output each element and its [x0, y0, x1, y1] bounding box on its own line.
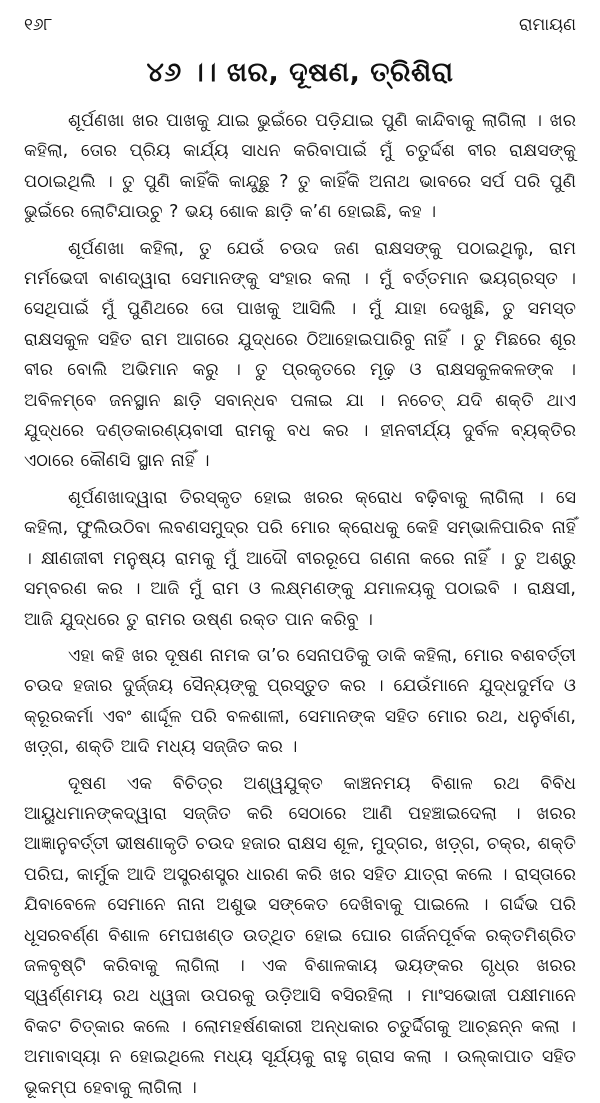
book-title: ରାମାୟଣ: [519, 15, 576, 35]
paragraph-3: ଶୂର୍ପଣଖାଦ୍ୱାରା ତିରସ୍କୃତ ହୋଇ ଖରର କ୍ରୋଧ ବଢ଼ିବାକୁ ଲାଗିଲା । ସେ କହିଲା, ଫୁଲିଉଠିବା ଲବଣସମୁଦ୍ର ପରି ମୋର କ୍ରୋଧକୁ କେହି ସମ୍ଭାଳିପାରିବ ନାହିଁ । କ୍ଷୀଣଜୀବୀ ମନୁଷ୍ୟ ରାମକୁ ମୁଁ ଆଦୌ ବୀରରୂପେ ଗଣନା କରେ ନାହିଁ । ତୁ ଅଶ୍ରୁ ସମ୍ବରଣ କର । ଆଜି ମୁଁ ରାମ ଓ ଲକ୍ଷ୍ମଣଙ୍କୁ ଯମାଳୟକୁ ପଠାଇବି । ରାକ୍ଷସୀ, ଆଜି ଯୁଦ୍ଧରେ ତୁ ରାମର ଉଷ୍ଣ ରକ୍ତ ପାନ କରିବୁ ।: [24, 487, 576, 630]
paragraph-4: ଏହା କହି ଖର ଦୂଷଣ ନାମକ ତା’ର ସେନାପତିକୁ ଡାକି କହିଲା, ମୋର ବଶବର୍ତ୍ତୀ ଚଉଦ ହଜାର ଦୁର୍ଜ୍ଜୟ ସୈନ୍ୟଙ୍କୁ ପ୍ରସ୍ତୁତ କର । ଯେଉଁମାନେ ଯୁଦ୍ଧଦୁର୍ମଦ ଓ କ୍ରୂରକର୍ମା ଏବଂ ଶାର୍ଦ୍ଦୂଳ ପରି ବଳଶାଳୀ, ସେମାନଙ୍କ ସହିତ ମୋର ରଥ, ଧନୁର୍ବାଣ, ଖଡ଼୍ଗ, ଶକ୍ତି ଆଦି ମଧ୍ୟ ସଜ୍ଜିତ କର ।: [24, 645, 576, 758]
page-number: ୧୬୮: [24, 15, 53, 35]
chapter-title: ୪୬ ।। ଖର, ଦୂଷଣ, ତ୍ରିଶିରା: [146, 57, 454, 88]
paragraph-1: ଶୂର୍ପଣଖା ଖର ପାଖକୁ ଯାଇ ଭୁଇଁରେ ପଡ଼ିଯାଇ ପୁଣି କାନ୍ଦିବାକୁ ଲାଗିଲା । ଖର କହିଲା, ତୋର ପ୍ରିୟ କାର୍ଯ୍ୟ ସାଧନ କରିବାପାଇଁ ମୁଁ ଚତୁର୍ଦ୍ଦଶ ବୀର ରାକ୍ଷସଙ୍କୁ ପଠାଇଥିଲି । ତୁ ପୁଣି କାହିଁକି କାନ୍ଦୁଛୁ ? ତୁ କାହିଁକି ଅନାଥ ଭାବରେ ସର୍ପ ପରି ପୁଣି ଭୁଇଁରେ ଲୋଟିଯାଉଚୁ ? ଭୟ ଶୋକ ଛାଡ଼ି କ’ଣ ହୋଇଛି, କହ ।: [24, 111, 576, 223]
paragraph-5: ଦୂଷଣ ଏକ ବିଚିତ୍ର ଅଶ୍ୱଯୁକ୍ତ କାଞ୍ଚନମୟ ବିଶାଳ ରଥ ବିବିଧ ଆୟୁଧମାନଙ୍କଦ୍ୱାରା ସଜ୍ଜିତ କରି ସେଠାରେ ଆଣି ପହଞ୍ଚାଇଦେଲା । ଖରର ଆଜ୍ଞାନୁବର୍ତ୍ତୀ ଭୀଷଣାକୃତି ଚଉଦ ହଜାର ରାକ୍ଷସ ଶୂଳ, ମୁଦ୍‌ଗର, ଖଡ଼୍ଗ, ଚକ୍ର, ଶକ୍ତି ପରିଘ, କାର୍ମୁକ ଆଦି ଅସ୍ତ୍ରଶସ୍ତ୍ର ଧାରଣ କରି ଖର ସହିତ ଯାତ୍ରା କଲେ । ରାସ୍ତାରେ ଯିବାବେଳେ ସେମାନେ ନାନା ଅଶୁଭ ସଙ୍କେତ ଦେଖିବାକୁ ପାଇଲେ । ଗର୍ଦ୍ଦଭ ପରି ଧୂସରବର୍ଣ୍ଣ ବିଶାଳ ମେଘଖଣ୍ଡ ଉତ୍‌ଥିତ ହୋଇ ଘୋର ଗର୍ଜନପୂର୍ବକ ରକ୍ତମିଶ୍ରିତ ଜଳବୃଷ୍ଟି କରିବାକୁ ଲାଗିଲା । ଏକ ବିଶାଳକାୟ ଭୟଙ୍କର ଗୃଧ୍ର ଖରର ସ୍ୱର୍ଣ୍ଣମୟ ରଥ ଧ୍ୱଜା ଉପରକୁ ଉଡ଼ିଆସି ବସିରହିଲା । ମାଂସଭୋଜୀ ପକ୍ଷୀମାନେ ବିକଟ ଚିତ୍କାର କଲେ । ଲୋମହର୍ଷଣକାରୀ ଅନ୍ଧକାର ଚତୁର୍ଦ୍ଦିଗକୁ ଆଚ୍ଛନ୍ନ କଲା । ଅମାବାସ୍ୟା ନ ହୋଇଥିଲେ ମଧ୍ୟ ସୂର୍ଯ୍ୟକୁ ରାହୁ ଗ୍ରାସ କଲା । ଉଲ୍‌କାପାତ ସହିତ ଭୂକମ୍ପ ହେବାକୁ ଲାଗିଲା ।: [24, 773, 576, 1098]
paragraph-2: ଶୂର୍ପଣଖା କହିଲା, ତୁ ଯେଉଁ ଚଉଦ ଜଣ ରାକ୍ଷସଙ୍କୁ ପଠାଇଥିଲୁ, ରାମ ମର୍ମଭେଦୀ ବାଣଦ୍ୱାରା ସେମାନଙ୍କୁ ସଂହାର କଲା । ମୁଁ ବର୍ତ୍ତମାନ ଭୟଗ୍ରସ୍ତ । ସେଥିପାଇଁ ମୁଁ ପୁଣିଥରେ ତୋ ପାଖକୁ ଆସିଲି । ମୁଁ ଯାହା ଦେଖୁଛି, ତୁ ସମସ୍ତ ରାକ୍ଷସକୁଳ ସହିତ ରାମ ଆଗରେ ଯୁଦ୍ଧରେ ଠିଆହୋଇପାରିବୁ ନାହିଁ । ତୁ ମିଛରେ ଶୂର ବୀର ବୋଲି ଅଭିମାନ କରୁ । ତୁ ପ୍ରକୃତରେ ମୂଢ଼ ଓ ରାକ୍ଷସକୁଳକଳଙ୍କ । ଅବିଳମ୍ବେ ଜନସ୍ଥାନ ଛାଡ଼ି ସବାନ୍ଧବ ପଳାଇ ଯା । ନଚେତ୍ ଯଦି ଶକ୍ତି ଥାଏ ଯୁଦ୍ଧରେ ଦଣ୍ଡକାରଣ୍ୟବାସୀ ରାମକୁ ବଧ କର । ହୀନବୀର୍ଯ୍ୟ ଦୁର୍ବଳ ବ୍ୟକ୍ତିର ଏଠାରେ କୌଣସି ସ୍ଥାନ ନାହିଁ ।: [24, 238, 576, 472]
running-header: [24, 14, 576, 40]
